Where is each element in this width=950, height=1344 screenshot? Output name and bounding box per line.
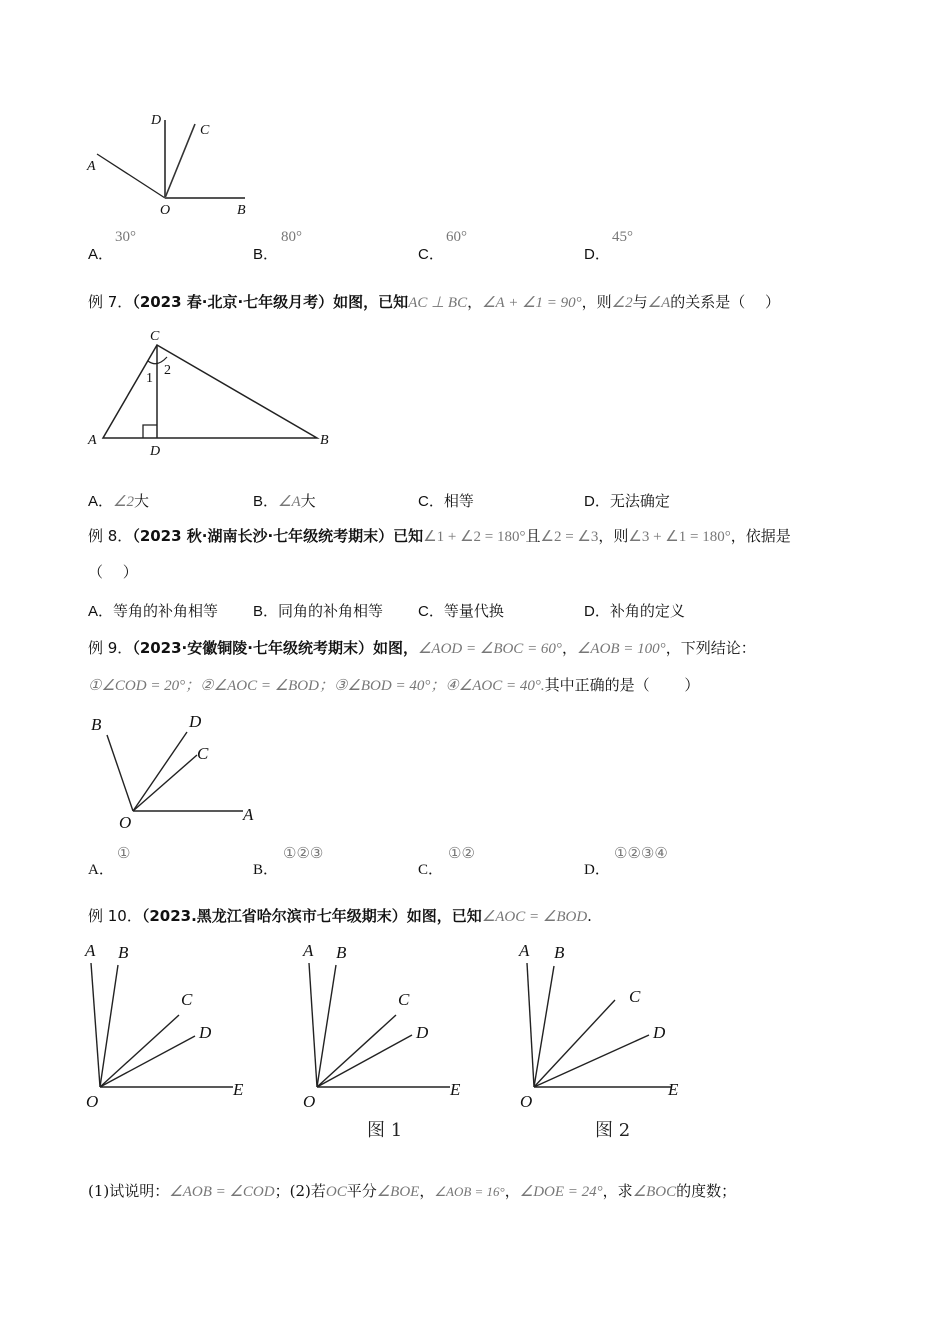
q10-part2-math-boc: ∠BOC xyxy=(632,1184,677,1200)
option-label: B． xyxy=(253,493,279,510)
q8-option-d[interactable] xyxy=(584,601,685,622)
q10-parts xyxy=(88,1181,736,1202)
q7-prefix: 例 7． xyxy=(88,293,133,311)
label-E: E xyxy=(450,1080,461,1099)
label-B: B xyxy=(237,203,246,218)
q10-part2-text: ，求 xyxy=(602,1182,633,1200)
label-O: O xyxy=(86,1092,99,1111)
q10-part2-math-aob: ∠AOB = 16° xyxy=(434,1184,505,1199)
label-B: B xyxy=(336,943,347,962)
q8-source: （2023 秋·湖南长沙·七年级统考期末）已知 xyxy=(132,527,424,545)
q10-part2-math-oc: OC xyxy=(325,1184,347,1200)
option-label: D． xyxy=(584,862,610,878)
q9-option-c-value: ①② xyxy=(448,846,475,862)
q10-figure-1-caption: 图 1 xyxy=(367,1120,403,1141)
q9-source: （2023·安徽铜陵·七年级统考期末）如图， xyxy=(132,639,418,657)
q7-suffix: 的关系是（ ） xyxy=(670,293,781,311)
q10-figure-2 xyxy=(512,935,702,1115)
label-E: E xyxy=(668,1080,679,1099)
q8-question xyxy=(88,526,791,547)
label-angle-1: 1 xyxy=(146,371,153,386)
option-label: D． xyxy=(584,603,610,620)
q8-suffix: ，依据是 xyxy=(730,527,791,545)
q7-option-a[interactable] xyxy=(88,491,149,512)
q8-option-c[interactable] xyxy=(418,601,504,622)
q10-part1-prefix: (1)试说明： xyxy=(88,1182,170,1200)
q7-option-c[interactable] xyxy=(418,491,474,512)
q10-figure-1 xyxy=(295,935,475,1115)
label-D: D xyxy=(189,712,202,731)
option-label: B． xyxy=(253,246,279,263)
q9-option-d[interactable] xyxy=(584,860,610,880)
q9-option-a-value: ① xyxy=(117,846,131,862)
q10-part2-math-doe: ∠DOE = 24° xyxy=(519,1184,603,1200)
label-A: A xyxy=(88,433,97,448)
label-C: C xyxy=(197,744,209,763)
q9-angle-figure xyxy=(80,705,280,835)
label-B: B xyxy=(320,433,329,448)
label-A: A xyxy=(303,941,314,960)
separator: ， xyxy=(467,293,483,311)
label-O: O xyxy=(520,1092,533,1111)
option-text: 大 xyxy=(133,492,149,510)
q10-figure-2-caption: 图 2 xyxy=(595,1120,631,1141)
q8-math-1: ∠1 + ∠2 = 180° xyxy=(423,529,526,545)
label-B: B xyxy=(554,943,565,962)
label-D: D xyxy=(653,1023,666,1042)
label-angle-2: 2 xyxy=(164,363,171,378)
q7-math-perpendicular: AC ⊥ BC xyxy=(408,295,468,311)
option-label: A． xyxy=(88,246,114,263)
label-B: B xyxy=(91,715,102,734)
q10-part2-text: 平分 xyxy=(346,1182,377,1200)
label-A: A xyxy=(519,941,530,960)
separator: ， xyxy=(504,1182,520,1200)
q9-option-a[interactable] xyxy=(88,860,114,880)
q7-source: （2023 春·北京·七年级月考）如图，已知 xyxy=(132,293,409,311)
label-C: C xyxy=(629,987,641,1006)
q6-option-b-value: 80° xyxy=(281,229,302,245)
option-text: 等量代换 xyxy=(443,602,504,620)
option-label: D． xyxy=(584,246,610,263)
q7-option-d[interactable] xyxy=(584,491,670,512)
q7-math-angleA: ∠A xyxy=(647,295,671,311)
option-label: C． xyxy=(418,493,444,510)
q9-question xyxy=(88,638,756,659)
option-label: A． xyxy=(88,603,114,620)
q10-source: （2023.黑龙江省哈尔滨市七年级期末）如图，已知 xyxy=(141,907,482,925)
label-C: C xyxy=(398,990,410,1009)
label-A: A xyxy=(87,159,96,174)
q6-angle-figure xyxy=(80,100,280,225)
q10-part1-math: ∠AOB = ∠COD xyxy=(169,1184,275,1200)
q8-prefix: 例 8． xyxy=(88,527,133,545)
label-D: D xyxy=(150,444,161,459)
q7-math-sum: ∠A + ∠1 = 90° xyxy=(482,295,582,311)
q10-math-1: ∠AOC = ∠BOD xyxy=(481,909,588,925)
label-C: C xyxy=(181,990,193,1009)
label-O: O xyxy=(119,813,132,832)
q8-math-3: ∠3 + ∠1 = 180° xyxy=(628,529,731,545)
q7-text: 与 xyxy=(632,293,648,311)
option-label: B． xyxy=(253,862,279,878)
q10-part2-prefix: ；(2)若 xyxy=(274,1182,326,1200)
option-math: ∠2 xyxy=(113,494,134,510)
q8-option-b[interactable] xyxy=(253,601,383,622)
q6-option-d[interactable] xyxy=(584,244,610,265)
q10-part2-suffix: 的度数； xyxy=(676,1182,737,1200)
option-text: 等角的补角相等 xyxy=(113,602,219,620)
q6-option-d-value: 45° xyxy=(612,229,633,245)
option-label: C． xyxy=(418,246,444,263)
q8-answer-blank: （ ） xyxy=(88,563,138,581)
q8-option-a[interactable] xyxy=(88,601,218,622)
label-A: A xyxy=(85,941,96,960)
q8-text: ，则 xyxy=(598,527,629,545)
q9-math-1: ∠AOD = ∠BOC = 60° xyxy=(417,641,562,657)
q7-math-angle2: ∠2 xyxy=(611,295,633,311)
q9-math-2: ∠AOB = 100° xyxy=(576,641,666,657)
label-B: B xyxy=(118,943,129,962)
q6-option-b[interactable] xyxy=(253,244,278,265)
q9-suffix: ，下列结论： xyxy=(665,639,756,657)
separator: ， xyxy=(561,639,577,657)
q7-option-b[interactable] xyxy=(253,491,316,512)
option-label: C． xyxy=(418,603,444,620)
q9-conclusion-list: ①∠COD = 20°；②∠AOC = ∠BOD；③∠BOD = 40°；④∠AOC = 40°. xyxy=(88,678,545,694)
label-O: O xyxy=(160,203,171,218)
q7-text: ，则 xyxy=(581,293,612,311)
option-text: 大 xyxy=(300,492,316,510)
q8-math-2: ∠2 = ∠3 xyxy=(540,529,599,545)
q10-figure-base xyxy=(80,935,260,1115)
label-C: C xyxy=(150,329,160,344)
option-text: 相等 xyxy=(443,492,474,510)
label-A: A xyxy=(243,805,254,824)
option-label: B． xyxy=(253,603,279,620)
option-label: A． xyxy=(88,493,114,510)
label-D: D xyxy=(416,1023,429,1042)
option-text: 同角的补角相等 xyxy=(278,602,384,620)
label-E: E xyxy=(233,1080,244,1099)
label-D: D xyxy=(199,1023,212,1042)
q10-prefix: 例 10． xyxy=(88,907,142,925)
q9-prefix: 例 9． xyxy=(88,639,133,657)
q9-conclusions-suffix: 其中正确的是（ ） xyxy=(544,676,700,694)
q10-suffix: . xyxy=(587,907,592,925)
q9-conclusions xyxy=(88,675,699,696)
q8-text: 且 xyxy=(525,527,541,545)
option-label: A． xyxy=(88,862,114,878)
option-text: 补角的定义 xyxy=(609,602,685,620)
q9-option-d-value: ①②③④ xyxy=(614,846,668,862)
option-text: 无法确定 xyxy=(609,492,670,510)
option-label: D． xyxy=(584,493,610,510)
q6-option-c[interactable] xyxy=(418,244,444,265)
label-C: C xyxy=(200,123,210,138)
q6-option-c-value: 60° xyxy=(446,229,467,245)
option-label: C． xyxy=(418,862,444,878)
option-math: ∠A xyxy=(278,494,301,510)
q10-question xyxy=(88,906,592,927)
label-D: D xyxy=(151,113,162,128)
q6-option-a[interactable] xyxy=(88,244,113,265)
separator: ， xyxy=(419,1182,435,1200)
q7-triangle-figure xyxy=(80,322,350,462)
q6-option-a-value: 30° xyxy=(115,229,136,245)
q7-question xyxy=(88,292,780,313)
q9-option-b-value: ①②③ xyxy=(283,846,324,862)
q9-option-c[interactable] xyxy=(418,860,443,880)
q9-option-b[interactable] xyxy=(253,860,278,880)
q10-part2-math-boe: ∠BOE xyxy=(376,1184,420,1200)
label-O: O xyxy=(303,1092,316,1111)
